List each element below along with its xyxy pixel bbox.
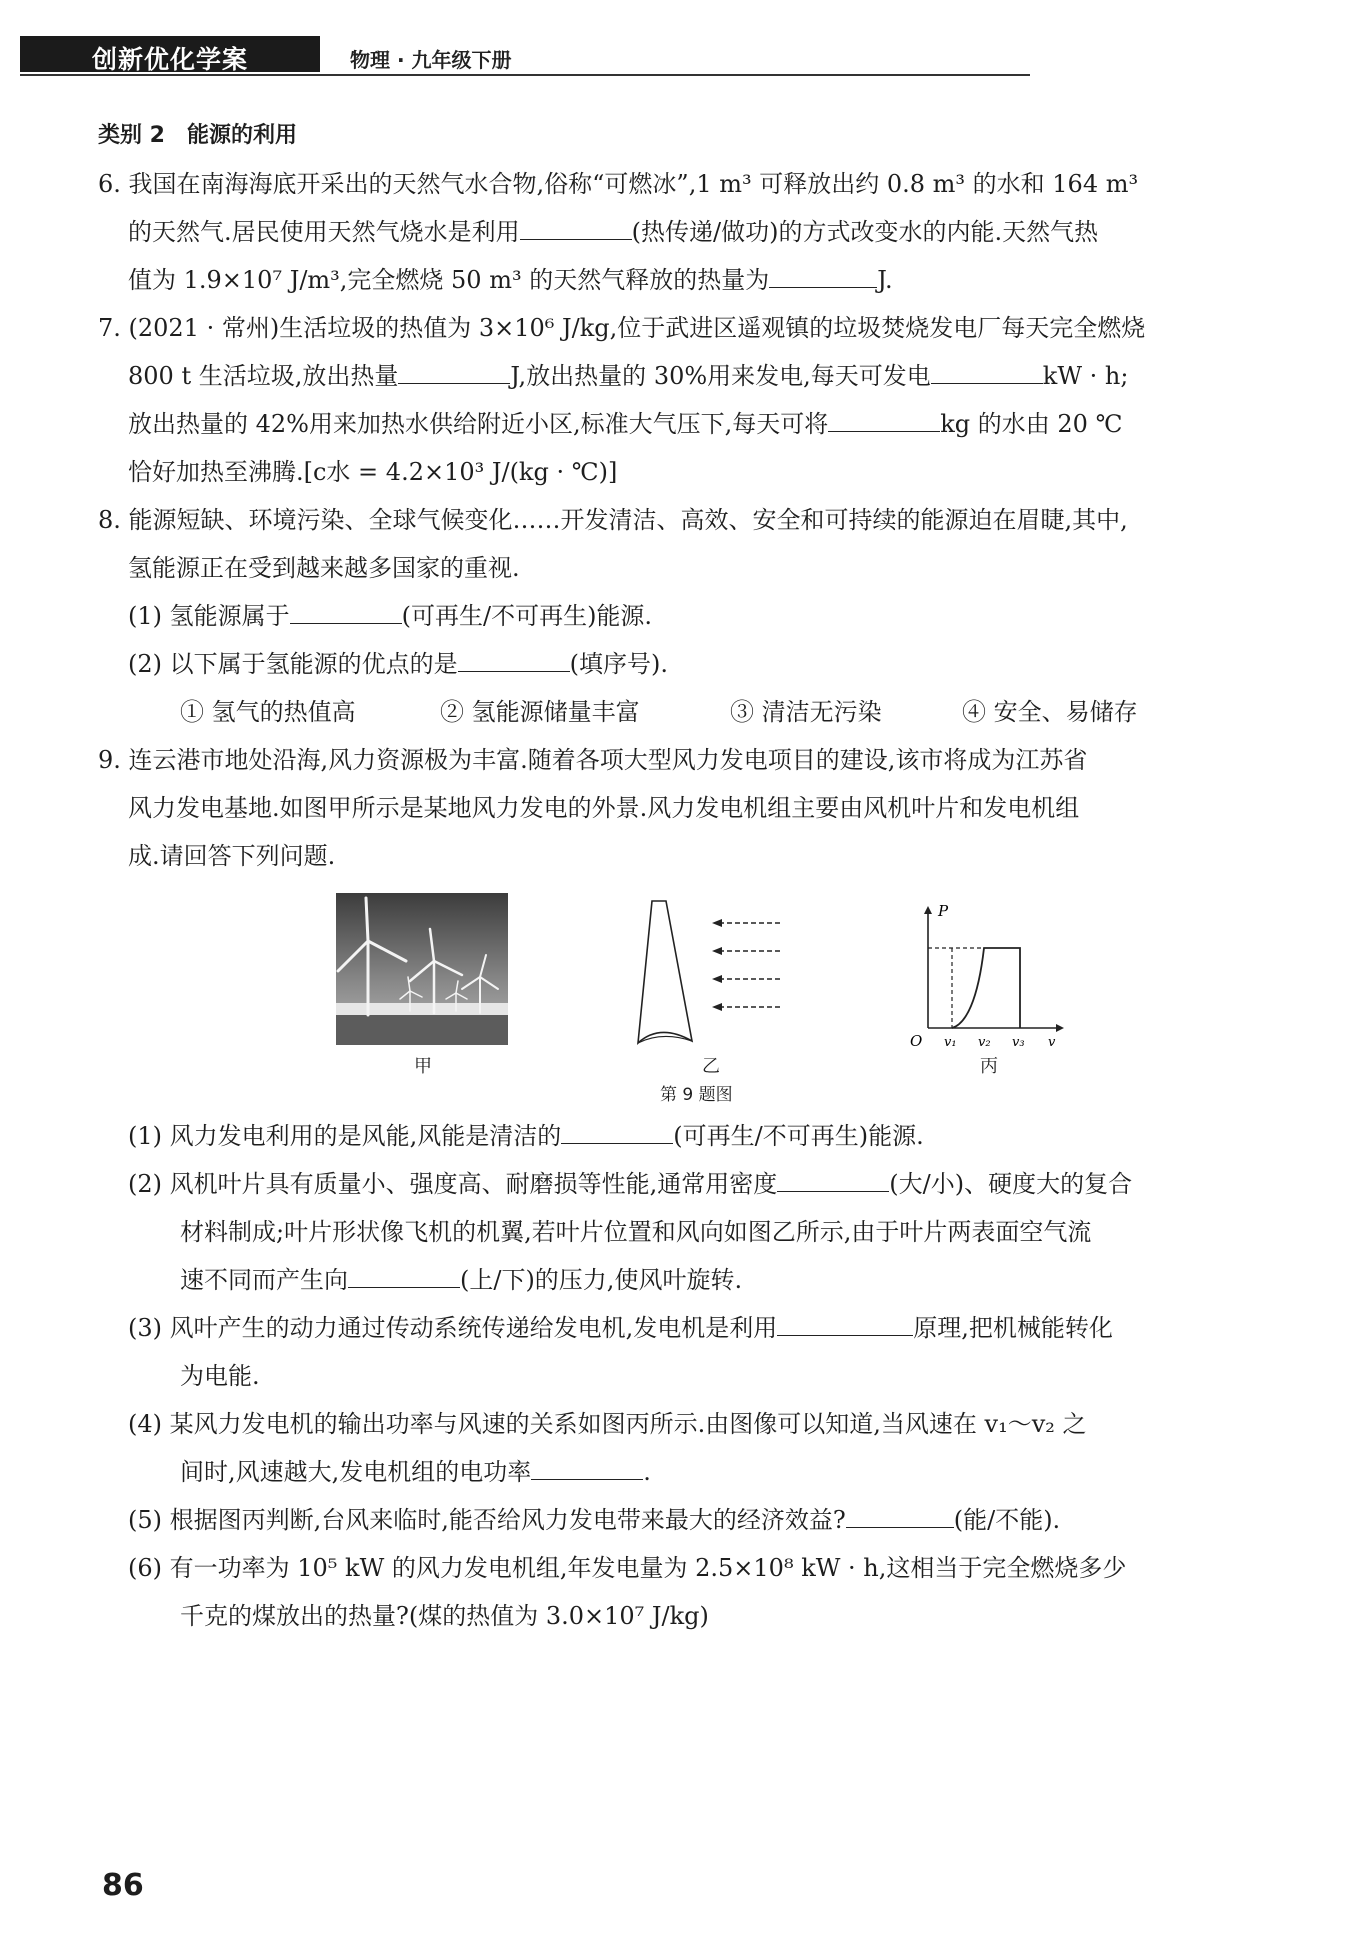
q6-text: 值为 1.9×10⁷ J/m³,完全燃烧 50 m³ 的天然气释放的热量为 — [128, 266, 770, 294]
tick-label-v1: v₁ — [944, 1035, 957, 1050]
q7-line-4: 恰好加热至沸腾.[c水 = 4.2×10³ J/(kg · ℃)] — [128, 458, 618, 486]
y-axis-arrow — [924, 906, 932, 914]
q9-answer-blank-5[interactable] — [531, 1457, 643, 1480]
q9-sub-4-line-1: (4) 某风力发电机的输出功率与风速的关系如图丙所示.由图像可以知道,当风速在 v₁～v₂ 之 — [128, 1410, 1087, 1438]
q7-text: 放出热量的 42%用来加热水供给附近小区,标准大气压下,每天可将 — [128, 410, 829, 438]
y-axis-label: P — [938, 902, 949, 920]
q8-line-2: 氢能源正在受到越来越多国家的重视. — [128, 554, 520, 582]
q8-text: (2) 以下属于氢能源的优点的是 — [128, 650, 458, 678]
q9-sub-1 — [128, 1120, 924, 1152]
tick-label-v3: v₃ — [1012, 1035, 1025, 1050]
page-number: 86 — [102, 1868, 144, 1903]
q9-text: (上/下)的压力,使风叶旋转. — [460, 1266, 743, 1294]
q7-line-1: 7. (2021 · 常州)生活垃圾的热值为 3×10⁶ J/kg,位于武进区遥观镇的垃圾焚烧发电厂每天完全燃烧 — [98, 314, 1146, 342]
q9-text: 速不同而产生向 — [180, 1266, 348, 1294]
q7-text: kg 的水由 20 ℃ — [940, 410, 1123, 438]
origin-label: O — [910, 1032, 923, 1050]
q9-text: 原理,把机械能转化 — [913, 1314, 1113, 1342]
q8-option-1: ① 氢气的热值高 — [180, 698, 356, 726]
q8-text: (1) 氢能源属于 — [128, 602, 290, 630]
q6-answer-blank-2[interactable] — [769, 265, 877, 288]
q8-sub-1 — [128, 600, 652, 632]
q9-text: (能/不能). — [953, 1506, 1061, 1534]
q6-text: 的天然气.居民使用天然气烧水是利用 — [128, 218, 520, 246]
q8-line-1: 8. 能源短缺、环境污染、全球气候变化……开发清洁、高效、安全和可持续的能源迫在眉睫,其中, — [98, 506, 1128, 534]
q9-line-3: 成.请回答下列问题. — [128, 842, 336, 870]
header-divider — [20, 74, 1030, 76]
q9-text: (5) 根据图丙判断,台风来临时,能否给风力发电带来最大的经济效益? — [128, 1506, 846, 1534]
wind-farm-photo — [336, 893, 508, 1045]
q9-sub-2-line-1 — [128, 1168, 1132, 1200]
q6-text: (热传递/做功)的方式改变水的内能.天然气热 — [631, 218, 1099, 246]
q8-option-3: ③ 清洁无污染 — [730, 698, 882, 726]
q9-answer-blank-1[interactable] — [561, 1121, 673, 1144]
q9-sub-4-line-2 — [180, 1456, 651, 1488]
section-title: 类别 2 能源的利用 — [98, 123, 297, 148]
q7-text: 800 t 生活垃圾,放出热量 — [128, 362, 399, 390]
q8-sub-2 — [128, 648, 668, 680]
q9-sub-6-line-2: 千克的煤放出的热量?(煤的热值为 3.0×10⁷ J/kg) — [180, 1602, 709, 1630]
q9-text: (2) 风机叶片具有质量小、强度高、耐磨损等性能,通常用密度 — [128, 1170, 778, 1198]
q9-text: (1) 风力发电利用的是风能,风能是清洁的 — [128, 1122, 562, 1150]
q7-answer-blank-3[interactable] — [828, 409, 940, 432]
q9-text: 间时,风速越大,发电机组的电功率 — [180, 1458, 532, 1486]
q9-text: (可再生/不可再生)能源. — [673, 1122, 924, 1150]
q8-option-2: ② 氢能源储量丰富 — [440, 698, 640, 726]
book-subtitle: 物理 · 九年级下册 — [350, 48, 512, 72]
figure-label-jia: 甲 — [414, 1056, 432, 1077]
x-axis-arrow — [1056, 1024, 1064, 1032]
tick-label-v: v — [1048, 1035, 1056, 1050]
figure-label-bing: 丙 — [980, 1056, 998, 1077]
q9-text: (3) 风叶产生的动力通过传动系统传递给发电机,发电机是利用 — [128, 1314, 778, 1342]
q8-answer-blank-1[interactable] — [290, 601, 402, 624]
q6-line-3 — [128, 264, 893, 296]
q9-answer-blank-2[interactable] — [777, 1169, 889, 1192]
q8-option-4: ④ 安全、易储存 — [962, 698, 1138, 726]
blade-wind-diagram — [630, 895, 790, 1050]
q9-answer-blank-4[interactable] — [777, 1313, 913, 1336]
header-brand-bar — [20, 36, 320, 72]
q6-line-2 — [128, 216, 1098, 248]
q9-sub-2-line-3 — [180, 1264, 742, 1296]
q8-answer-blank-2[interactable] — [458, 649, 570, 672]
q7-answer-blank-1[interactable] — [398, 361, 510, 384]
q9-sub-5 — [128, 1504, 1060, 1536]
q8-text: (填序号). — [569, 650, 668, 678]
power-windspeed-graph — [908, 900, 1068, 1050]
q6-line-1: 6. 我国在南海海底开采出的天然气水合物,俗称“可燃冰”,1 m³ 可释放出约 0.8 m³ 的水和 164 m³ — [98, 170, 1139, 198]
figure-label-yi: 乙 — [702, 1056, 720, 1077]
q6-text: J. — [877, 266, 893, 294]
q9-line-1: 9. 连云港市地处沿海,风力资源极为丰富.随着各项大型风力发电项目的建设,该市将成为江苏省 — [98, 746, 1088, 774]
q7-line-3 — [128, 408, 1122, 440]
q9-answer-blank-6[interactable] — [846, 1505, 954, 1528]
q7-text: J,放出热量的 30%用来发电,每天可发电 — [510, 362, 931, 390]
q9-sub-3-line-2: 为电能. — [180, 1362, 260, 1390]
q7-answer-blank-2[interactable] — [931, 361, 1043, 384]
page-header — [20, 36, 1030, 76]
q8-text: (可再生/不可再生)能源. — [401, 602, 653, 630]
tick-label-v2: v₂ — [978, 1035, 991, 1050]
figure-caption: 第 9 题图 — [660, 1085, 733, 1105]
q9-line-2: 风力发电基地.如图甲所示是某地风力发电的外景.风力发电机组主要由风机叶片和发电机组 — [128, 794, 1080, 822]
q9-text: (大/小)、硬度大的复合 — [889, 1170, 1133, 1198]
q6-answer-blank-1[interactable] — [520, 217, 632, 240]
q9-sub-2-line-2: 材料制成;叶片形状像飞机的机翼,若叶片位置和风向如图乙所示,由于叶片两表面空气流 — [180, 1218, 1092, 1246]
q9-sub-3-line-1 — [128, 1312, 1113, 1344]
q7-text: kW · h; — [1042, 362, 1129, 390]
q9-answer-blank-3[interactable] — [348, 1265, 460, 1288]
q7-line-2 — [128, 360, 1128, 392]
brand-logo: 创新优化学案 — [92, 45, 249, 74]
q9-sub-6-line-1: (6) 有一功率为 10⁵ kW 的风力发电机组,年发电量为 2.5×10⁸ kW · h,这相当于完全燃烧多少 — [128, 1554, 1127, 1582]
q9-text: . — [643, 1458, 651, 1486]
power-curve — [952, 948, 1020, 1028]
